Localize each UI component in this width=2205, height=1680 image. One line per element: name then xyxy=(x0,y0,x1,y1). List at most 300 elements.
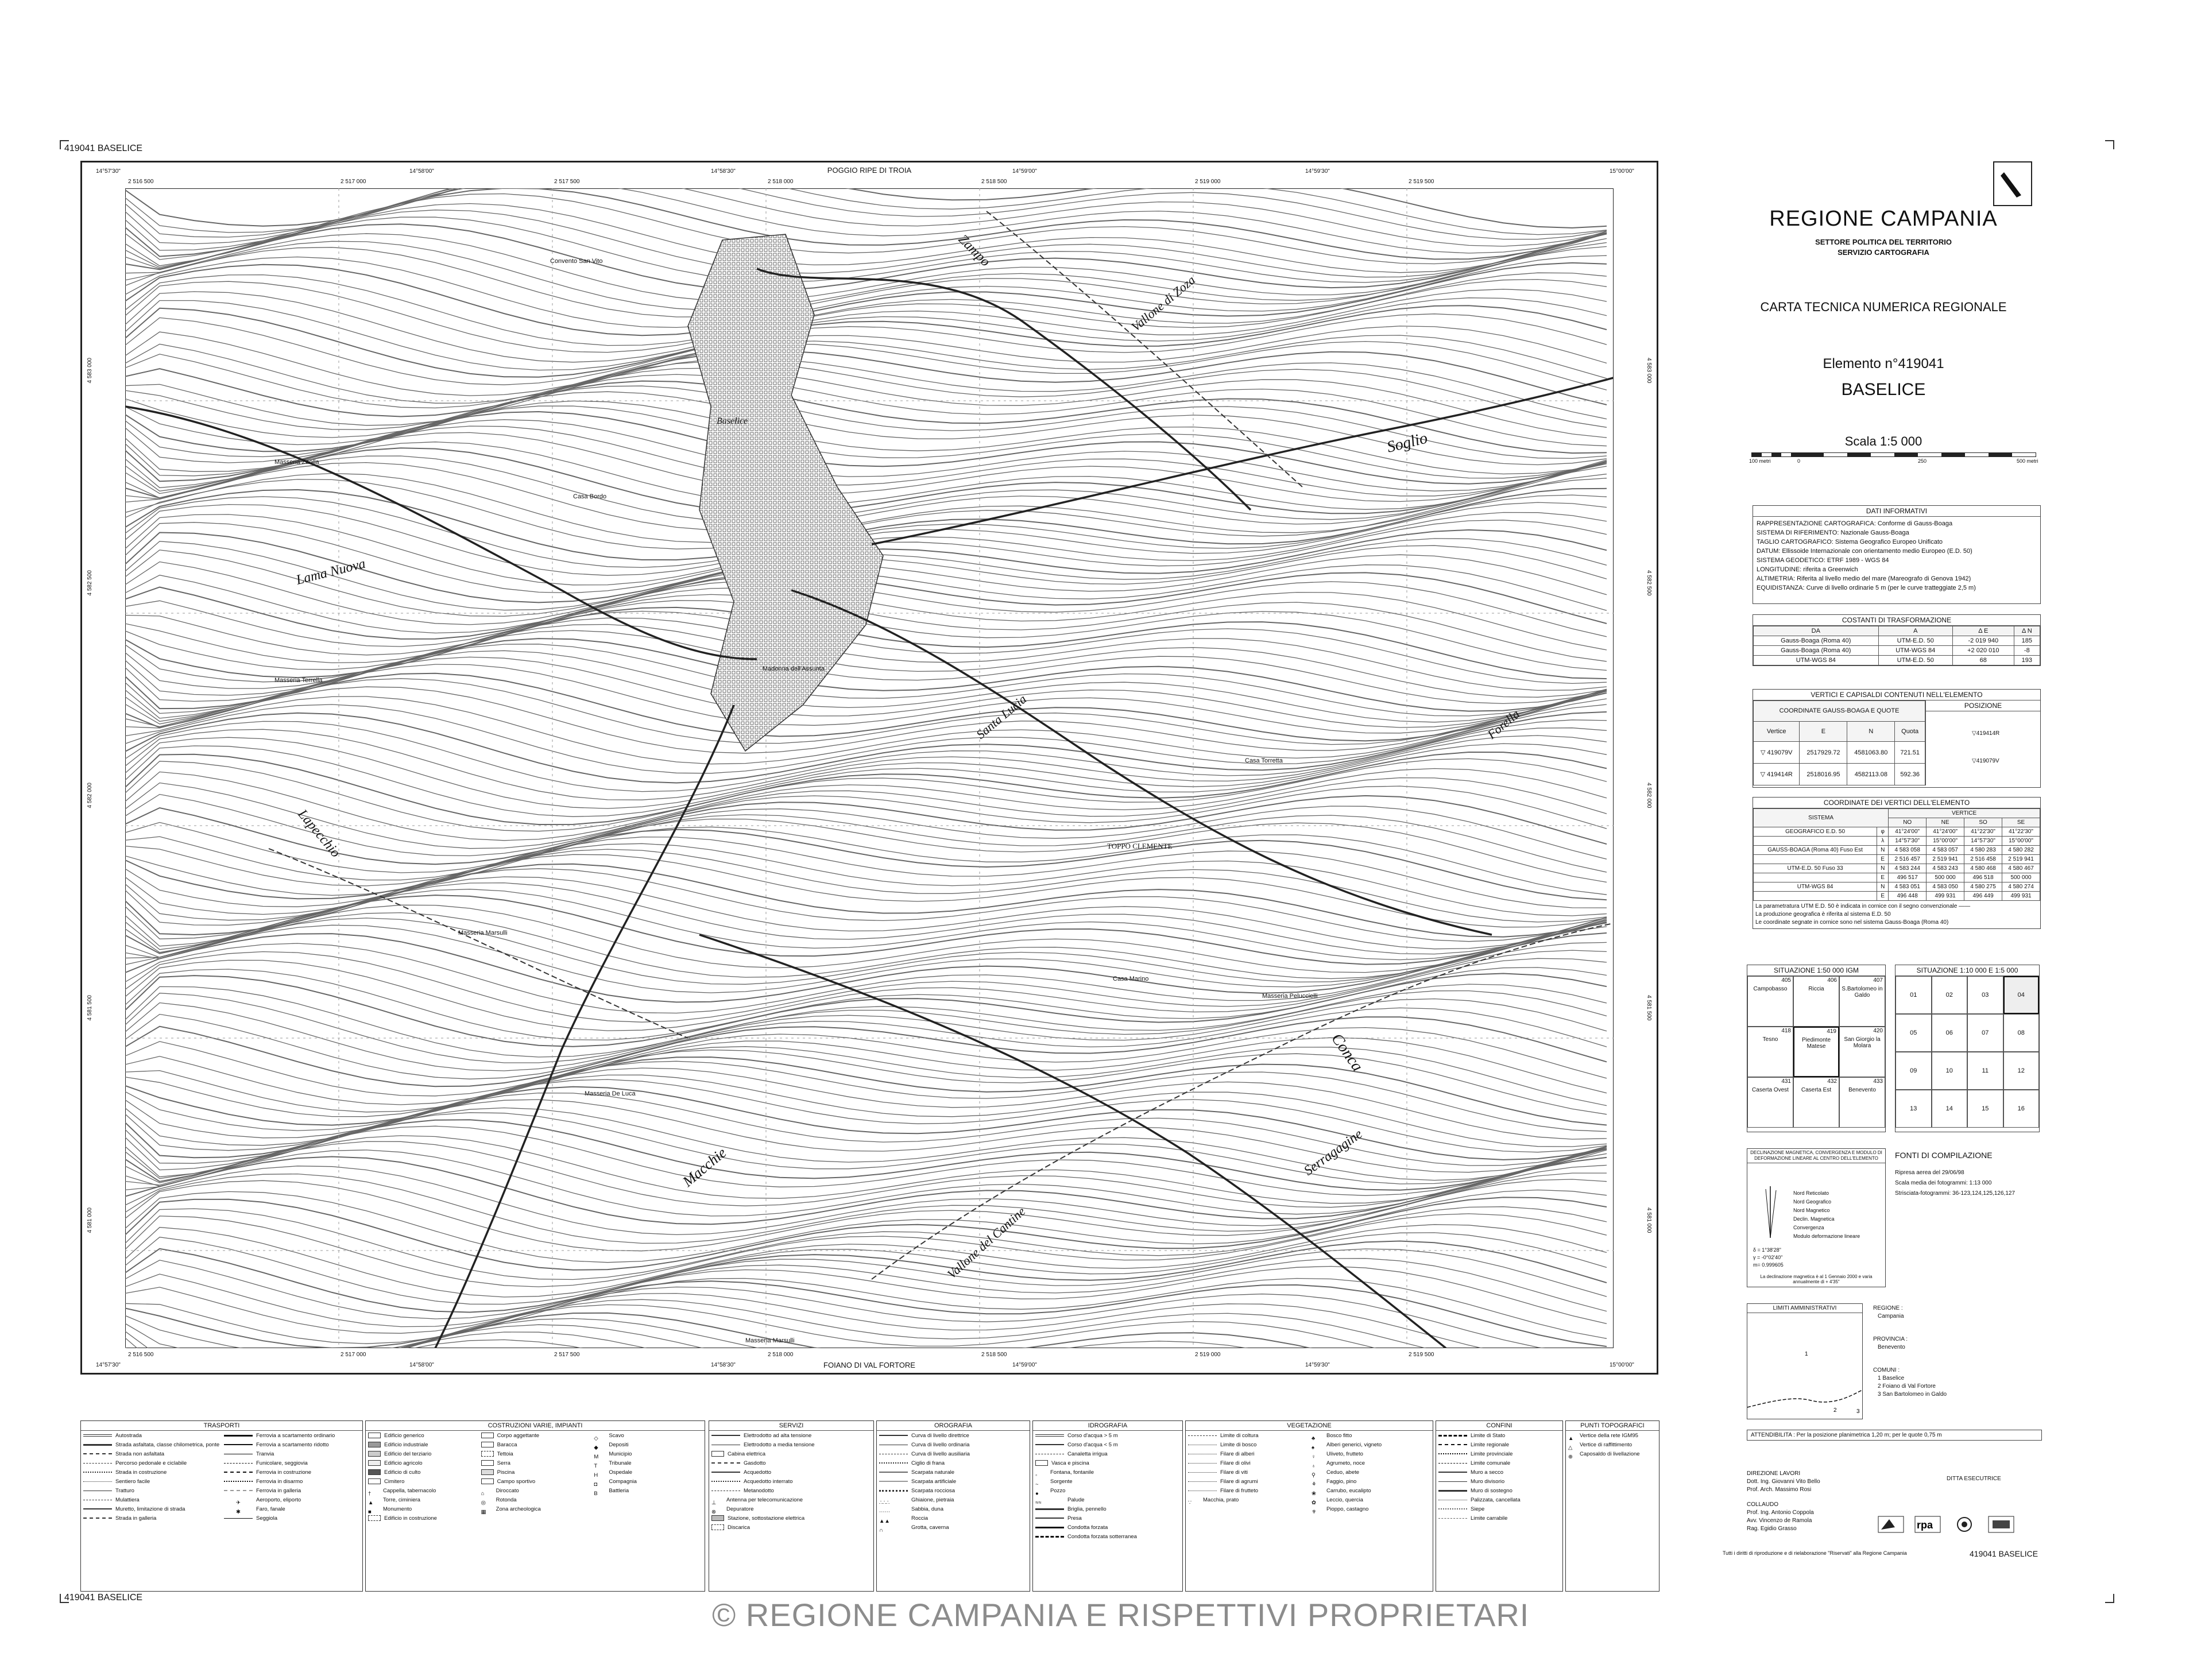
coordinate-box xyxy=(1753,797,2041,929)
legend-item: Tratturo xyxy=(81,1486,222,1495)
easting-label: 2 519 000 xyxy=(1195,179,1221,185)
legend-item: Seggiola xyxy=(222,1513,362,1523)
legend-item: Limite di Stato xyxy=(1436,1431,1562,1440)
table-cell: E xyxy=(1877,855,1889,864)
table-row xyxy=(1754,636,2040,646)
legend-item: Condotta forzata sotterranea xyxy=(1033,1532,1182,1541)
north-arrows-icon xyxy=(1753,1183,1788,1241)
legend-item: ▲ Vertice della rete IGM95 xyxy=(1568,1432,1638,1442)
place-label: Madonna dell'Assunta xyxy=(763,665,825,672)
legend-item: ⊥ Antenna per telecomunicazione xyxy=(711,1496,803,1506)
legend-title: CONFINI xyxy=(1436,1421,1562,1431)
credits xyxy=(1747,1470,1820,1533)
legend-item: Gasdotto xyxy=(709,1458,873,1468)
legend-title: COSTRUZIONI VARIE, IMPIANTI xyxy=(366,1421,705,1431)
legend-item: Limite comunale xyxy=(1436,1458,1562,1468)
northing-label: 4 581 500 xyxy=(1646,995,1652,1021)
longitude-label: 14°58'00" xyxy=(409,168,434,175)
legend-item: ◆ Depositi xyxy=(594,1441,629,1451)
legend-item: Strada asfaltata, classe chilometrica, ponte xyxy=(81,1440,222,1449)
table-row xyxy=(1754,873,2040,882)
table-row xyxy=(1754,764,1925,785)
place-label: Soglio xyxy=(1385,429,1430,456)
table-row xyxy=(1754,656,2040,665)
sheet-cell: 10 xyxy=(1932,1052,1968,1090)
coordinate-table xyxy=(1753,808,2040,901)
scale-tick: 0 xyxy=(1797,458,1801,464)
longitude-label: 14°58'00" xyxy=(409,1362,434,1368)
place-label: Casa Bordo xyxy=(573,493,607,500)
legend-item: ◇ Scavo xyxy=(594,1432,624,1442)
direzione-name: Dott. Ing. Giovanni Vito Bello xyxy=(1747,1478,1820,1485)
situazione50-grid xyxy=(1747,976,1885,1128)
northing-label: 4 583 000 xyxy=(87,358,93,384)
table-cell: UTM-WGS 84 xyxy=(1754,656,1879,665)
table-cell: 496 448 xyxy=(1889,892,1927,901)
legend-item: Scarpata artificiale xyxy=(877,1477,1030,1486)
legend-item: Tranvia xyxy=(222,1449,362,1458)
limiti-map xyxy=(1747,1315,1862,1418)
table-cell: 4 580 283 xyxy=(1964,846,2002,855)
table-cell: N xyxy=(1877,882,1889,892)
longitude-label: 14°59'30" xyxy=(1305,168,1330,175)
table-cell: 499 931 xyxy=(1927,892,1964,901)
longitude-label: 14°59'30" xyxy=(1305,1362,1330,1368)
decl-key: Nord Reticolato xyxy=(1793,1190,1829,1196)
dati-line: RAPPRESENTAZIONE CARTOGRAFICA: Conforme di Gauss-Boaga xyxy=(1757,520,1953,527)
legend-item: Muretto, limitazione di strada xyxy=(81,1504,222,1513)
table-cell: 41°24'00" xyxy=(1927,827,1964,837)
legend-item: Corso d'acqua < 5 m xyxy=(1033,1440,1182,1449)
table-row xyxy=(1754,892,2040,901)
easting-label: 2 517 500 xyxy=(554,179,580,185)
legend-item: ● Pozzo xyxy=(1035,1487,1066,1497)
table-cell: GAUSS-BOAGA (Roma 40) Fuso Est xyxy=(1754,846,1877,855)
northing-label: 4 582 500 xyxy=(87,570,93,596)
legend-item: ∴∴∴ Ghiaione, pietraia xyxy=(879,1496,954,1506)
legend-item: ▲▲ Roccia xyxy=(879,1515,929,1524)
costanti-title: COSTANTI DI TRASFORMAZIONE xyxy=(1753,615,2040,626)
legend-title: IDROGRAFIA xyxy=(1033,1421,1182,1431)
sheet-cell: 406 Riccia xyxy=(1793,976,1839,1027)
col-header: NE xyxy=(1927,818,1964,827)
legend-item: Muro a secco xyxy=(1436,1468,1562,1477)
legend-item: Limite carrabile xyxy=(1436,1513,1562,1523)
legend-item: ⌂ Diroccato xyxy=(481,1487,519,1497)
region-sub1: SETTORE POLITICA DEL TERRITORIO xyxy=(1815,238,1952,246)
col-header: N xyxy=(1847,721,1895,742)
easting-label: 2 518 500 xyxy=(981,179,1007,185)
table-cell: 193 xyxy=(2014,656,2040,665)
decl-title: DECLINAZIONE MAGNETICA, CONVERGENZA E MODULO DI DEFORMAZIONE LINEARE AL CENTRO DELL'ELEMENTO xyxy=(1747,1149,1885,1163)
col-header: Δ E xyxy=(1952,626,2014,636)
decl-value: δ = 1°38'28" xyxy=(1753,1247,1781,1253)
limiti-mark: 2 xyxy=(1833,1407,1837,1414)
table-cell: -2 019 940 xyxy=(1952,636,2014,646)
table-row xyxy=(1754,846,2040,855)
table-cell: 721.51 xyxy=(1895,742,1925,764)
longitude-label: 15°00'00" xyxy=(1610,168,1634,175)
map-bottom-label: FOIANO DI VAL FORTORE xyxy=(823,1361,915,1369)
vertici-title: VERTICI E CAPISALDI CONTENUTI NELL'ELEMENTO xyxy=(1753,690,2040,700)
legend-title: TRASPORTI xyxy=(81,1421,362,1431)
legend-item: Palizzata, cancellata xyxy=(1436,1495,1562,1504)
table-cell: 500 000 xyxy=(2002,873,2040,882)
legend-item: Condotta forzata xyxy=(1033,1523,1182,1532)
comuni-label: COMUNI : xyxy=(1873,1367,1900,1373)
collaudo-name: Prof. Ing. Antonio Coppola xyxy=(1747,1509,1814,1516)
table-cell: UTM-WGS 84 xyxy=(1878,646,1952,656)
direzione-title: DIREZIONE LAVORI xyxy=(1747,1470,1801,1477)
place-label: Lapecchio xyxy=(295,807,343,861)
northing-label: 4 583 000 xyxy=(1646,358,1652,384)
scale-tick: 500 metri xyxy=(2017,458,2038,464)
decl-value: γ = -0°02'40" xyxy=(1753,1255,1783,1260)
longitude-label: 14°57'30" xyxy=(96,168,121,175)
place-label: TOPPO CLEMENTE xyxy=(1107,842,1173,850)
legend-item: Cimitero xyxy=(366,1477,479,1486)
sheet-cell: 11 xyxy=(1967,1052,2003,1090)
direzione-name: Prof. Arch. Massimo Rosi xyxy=(1747,1487,1812,1493)
legend-item: Strada in costruzione xyxy=(81,1468,222,1477)
company-logo-icon xyxy=(1878,1516,1904,1533)
fonti-line: Strisciata-fotogrammi: 36-123,124,125,126,127 xyxy=(1895,1190,2016,1197)
col-header: COORDINATE GAUSS-BOAGA E QUOTE xyxy=(1754,701,1925,722)
table-cell xyxy=(1754,892,1877,901)
table-cell: 2518016.95 xyxy=(1800,764,1847,785)
limiti-mark: 3 xyxy=(1856,1408,1860,1415)
place-label: Convento San Vito xyxy=(550,258,603,265)
easting-label: 2 517 500 xyxy=(554,1352,580,1358)
ditta-title: DITTA ESECUTRICE xyxy=(1947,1476,2001,1482)
table-cell: 4 580 468 xyxy=(1964,864,2002,873)
sheet-cell: 432 Caserta Est xyxy=(1793,1077,1839,1128)
limiti-box xyxy=(1747,1303,1863,1419)
legend-item: † Cappella, tabernacolo xyxy=(368,1487,436,1497)
legend-punti-topografici xyxy=(1565,1420,1659,1592)
legend-item: Funicolare, seggiovia xyxy=(222,1458,362,1468)
situazione10-grid xyxy=(1895,976,2039,1128)
crop-mark xyxy=(2105,1594,2114,1603)
costanti-table xyxy=(1753,626,2040,665)
place-label: Masseria De Luca xyxy=(585,1090,636,1097)
legend-item: Discarica xyxy=(709,1523,873,1532)
scale-tick: 100 metri xyxy=(1749,458,1771,464)
fonti-title: FONTI DI COMPILAZIONE xyxy=(1895,1151,1993,1160)
longitude-label: 14°57'30" xyxy=(96,1362,121,1368)
legend-item: ⚘ Faggio, pino xyxy=(1312,1478,1357,1488)
legend-item: ⊕ Caposaldo di livellazione xyxy=(1568,1450,1640,1460)
place-label: Masseria Marsulli xyxy=(745,1337,795,1344)
legend-item: Campo sportivo xyxy=(479,1477,592,1486)
decl-key: Nord Geografico xyxy=(1793,1199,1832,1205)
table-cell: 14°57'30" xyxy=(1889,837,1927,846)
legend-item: Strada in galleria xyxy=(81,1513,222,1523)
legend-item: T Tribunale xyxy=(594,1460,632,1469)
element-name: BASELICE xyxy=(1841,380,1926,399)
comune-item: 3 San Bartolomeo in Galdo xyxy=(1878,1391,1947,1398)
col-header: DA xyxy=(1754,626,1879,636)
legend-item: Corso d'acqua > 5 m xyxy=(1033,1431,1182,1440)
sheet-cell-current: 419 Piedimonte Matese xyxy=(1793,1027,1839,1077)
place-label: Casa Torretta xyxy=(1245,757,1283,764)
longitude-label: 15°00'00" xyxy=(1610,1362,1634,1368)
legend-item: Edificio agricolo xyxy=(366,1458,479,1468)
legend-item: Muro di sostegno xyxy=(1436,1486,1562,1495)
legend-title: SERVIZI xyxy=(709,1421,873,1431)
legend-item: Filare di alberi xyxy=(1186,1449,1309,1458)
vertici-box xyxy=(1753,689,2041,788)
table-cell: 4582113.08 xyxy=(1847,764,1895,785)
topographic-map xyxy=(125,188,1614,1348)
sheet-cell: 16 xyxy=(2003,1090,2040,1128)
sheet-code-bottom-right: 419041 BASELICE xyxy=(1970,1549,2038,1558)
legend-servizi xyxy=(709,1420,874,1592)
place-label: Masseria Peluccielli xyxy=(1262,993,1318,1000)
legend-item: ♀ Uliveto, frutteto xyxy=(1312,1450,1363,1460)
table-cell: 4 583 244 xyxy=(1889,864,1927,873)
easting-label: 2 519 500 xyxy=(1409,1352,1434,1358)
dati-line: ALTIMETRIA: Riferita al livello medio del mare (Mareografo di Genova 1942) xyxy=(1757,575,1971,582)
col-header: NO xyxy=(1889,818,1927,827)
legend-item: Limite di coltura xyxy=(1186,1431,1309,1440)
legend-item: ♠ Alberi generici, vigneto xyxy=(1312,1441,1382,1451)
dati-line: LONGITUDINE: riferita a Greenwich xyxy=(1757,566,1858,573)
legend-item: ◘ Compagnia xyxy=(594,1478,637,1488)
table-cell xyxy=(1754,873,1877,882)
table-cell: 2 519 941 xyxy=(1927,855,1964,864)
place-label: Zampo xyxy=(955,231,993,270)
legend-orografia xyxy=(876,1420,1030,1592)
table-cell: 496 449 xyxy=(1964,892,2002,901)
table-cell: 4 583 050 xyxy=(1927,882,1964,892)
company-logos xyxy=(1878,1516,2014,1533)
longitude-label: 14°59'00" xyxy=(1012,168,1037,175)
legend-item: ✿ Leccio, quercia xyxy=(1312,1496,1363,1506)
table-row xyxy=(1754,855,2040,864)
legend-item: Piscina xyxy=(479,1468,592,1477)
table-cell: 41°22'30" xyxy=(2002,827,2040,837)
sheet-code-top: 419041 BASELICE xyxy=(64,144,143,153)
region-sub2: SERVIZIO CARTOGRAFIA xyxy=(1838,248,1929,257)
limiti-mark: 1 xyxy=(1805,1351,1808,1357)
table-row xyxy=(1754,837,2040,846)
legend-item: ▦ Zona archeologica xyxy=(481,1505,541,1515)
legend-item: ⚜ Pioppo, castagno xyxy=(1312,1505,1369,1515)
legend-item: Serra xyxy=(479,1458,592,1468)
legend-item: △ Vertice di raffittimento xyxy=(1568,1441,1633,1451)
northing-label: 4 582 000 xyxy=(87,783,93,808)
legend-item: Filare di frutteto xyxy=(1186,1486,1309,1495)
table-cell: 14°57'30" xyxy=(1964,837,2002,846)
legend-item: Edificio generico xyxy=(366,1431,479,1440)
sheet-cell: 14 xyxy=(1932,1090,1968,1128)
col-header: Δ N xyxy=(2014,626,2040,636)
fonti-section xyxy=(1895,1151,2038,1199)
provincia-label: PROVINCIA : xyxy=(1873,1336,1908,1342)
coord-title: COORDINATE DEI VERTICI DELL'ELEMENTO xyxy=(1753,798,2040,808)
legend-item: Ferrovia in galleria xyxy=(222,1486,362,1495)
legend-idrografia xyxy=(1032,1420,1183,1592)
place-label: Baselice xyxy=(717,416,748,426)
sheet-cell: 13 xyxy=(1895,1090,1932,1128)
legend-item: Muro divisorio xyxy=(1436,1477,1562,1486)
longitude-label: 14°58'30" xyxy=(711,168,736,175)
copyright-watermark: © REGIONE CAMPANIA E RISPETTIVI PROPRIETARI xyxy=(712,1597,1530,1633)
dati-line: SISTEMA DI RIFERIMENTO: Nazionale Gauss-Boaga xyxy=(1757,529,1909,536)
table-cell: 496 518 xyxy=(1964,873,2002,882)
table-cell: N xyxy=(1877,864,1889,873)
sheet-cell: 420 San Giorgio la Molara xyxy=(1839,1027,1885,1077)
legend-item: ∵ Macchia, prato xyxy=(1188,1496,1239,1506)
sheet-cell: 407 S.Bartolomeo in Galdo xyxy=(1839,976,1885,1027)
table-cell: 2 516 458 xyxy=(1964,855,2002,864)
legend-item: Percorso pedonale e ciclabile xyxy=(81,1458,222,1468)
place-label: Conca xyxy=(1328,1030,1367,1075)
longitude-label: 14°58'30" xyxy=(711,1362,736,1368)
legend-item: ≈≈ Palude xyxy=(1035,1496,1085,1506)
easting-label: 2 516 500 xyxy=(128,179,154,185)
legend-item: Siepe xyxy=(1436,1504,1562,1513)
table-cell: 2517929.72 xyxy=(1800,742,1847,764)
table-cell: 4 580 275 xyxy=(1964,882,2002,892)
decl-value: m= 0.999605 xyxy=(1753,1262,1784,1268)
collaudo-name: Rag. Egidio Grasso xyxy=(1747,1526,1797,1532)
col-header: SISTEMA xyxy=(1754,809,1889,827)
easting-label: 2 516 500 xyxy=(128,1352,154,1358)
table-cell: 496 517 xyxy=(1889,873,1927,882)
table-cell: 4 583 057 xyxy=(1927,846,1964,855)
collaudo-title: COLLAUDO xyxy=(1747,1501,1779,1508)
scale-bar xyxy=(1751,452,2038,458)
place-label: Serragagine xyxy=(1301,1127,1365,1179)
legend-item: Scarpata naturale xyxy=(877,1468,1030,1477)
place-label: Masseria Terrella xyxy=(274,677,323,684)
legend-item: Mulattiera xyxy=(81,1495,222,1504)
legend-item: Acquedotto interrato xyxy=(709,1477,873,1486)
legend-item: ⋯⋯ Sabbia, duna xyxy=(879,1505,943,1515)
table-cell: φ xyxy=(1877,827,1889,837)
table-cell: λ xyxy=(1877,837,1889,846)
place-label: Forella xyxy=(1484,706,1523,742)
scale-tick: 250 xyxy=(1918,458,1927,464)
legend-confini xyxy=(1436,1420,1563,1592)
col-header: E xyxy=(1800,721,1847,742)
sheet-cell: 05 xyxy=(1895,1014,1932,1052)
crop-mark xyxy=(2105,140,2114,149)
info-panel xyxy=(1723,161,2044,1573)
situazione-50000-box xyxy=(1747,965,1886,1132)
legend-item: Vasca e piscina xyxy=(1033,1458,1182,1468)
table-cell: 41°22'30" xyxy=(1964,827,2002,837)
table-row xyxy=(1754,742,1925,764)
table-cell: UTM-E.D. 50 Fuso 33 xyxy=(1754,864,1877,873)
table-cell: E xyxy=(1877,892,1889,901)
col-header: A xyxy=(1878,626,1952,636)
legend-item: ✱ Faro, fanale xyxy=(236,1505,285,1515)
legend-item: ◎ Rotonda xyxy=(481,1496,517,1506)
campania-logo-icon xyxy=(1993,161,2033,207)
table-cell: 41°24'00" xyxy=(1889,827,1927,837)
sheet-cell: 09 xyxy=(1895,1052,1932,1090)
sheet-cell: 08 xyxy=(2003,1014,2040,1052)
decl-note: La declinazione magnetica è al 1 Gennaio 2000 e varia annualmente di + 4'35" xyxy=(1760,1274,1873,1284)
table-cell: 4581063.80 xyxy=(1847,742,1895,764)
longitude-label: 14°59'00" xyxy=(1012,1362,1037,1368)
legend-item: M Municipio xyxy=(594,1450,632,1460)
table-cell: GEOGRAFICO E.D. 50 xyxy=(1754,827,1877,837)
sheet-cell: 15 xyxy=(1967,1090,2003,1128)
table-cell: ▽ 419079V xyxy=(1754,742,1800,764)
dati-title: DATI INFORMATIVI xyxy=(1753,506,2040,517)
easting-label: 2 517 000 xyxy=(341,1352,366,1358)
legend-item: Curva di livello ordinaria xyxy=(877,1440,1030,1449)
fonti-line: Scala media dei fotogrammi: 1:13 000 xyxy=(1895,1180,1992,1186)
situazione-10000-box xyxy=(1895,965,2040,1132)
legend-item: Briglia, pennello xyxy=(1033,1504,1182,1513)
svg-text:rpa: rpa xyxy=(1917,1519,1933,1531)
table-cell: 499 931 xyxy=(2002,892,2040,901)
legend-item: Curva di livello direttrice xyxy=(877,1431,1030,1440)
comune-item: 1 Baselice xyxy=(1878,1375,1905,1381)
easting-label: 2 519 000 xyxy=(1195,1352,1221,1358)
legend-item: Ferrovia a scartamento ridotto xyxy=(222,1440,362,1449)
legend-item: H Ospedale xyxy=(594,1469,632,1478)
region-title: REGIONE CAMPANIA xyxy=(1769,207,1998,231)
legend-item: Acquedotto xyxy=(709,1468,873,1477)
place-label: Masseria Zaolla xyxy=(274,459,319,466)
table-row xyxy=(1754,827,2040,837)
legend-item: Curva di livello ausiliaria xyxy=(877,1449,1030,1458)
provincia-value: Benevento xyxy=(1878,1344,1905,1350)
legend-item: ◦ Fontana, fontanile xyxy=(1035,1469,1094,1478)
comune-item: 2 Foiano di Val Fortore xyxy=(1878,1383,1936,1389)
sheet-cell: 02 xyxy=(1932,976,1968,1014)
sheet-cell: 06 xyxy=(1932,1014,1968,1052)
place-label: Lama Nuova xyxy=(295,556,368,588)
sheet-cell-current: 04 xyxy=(2003,976,2040,1014)
legend-item: Limite regionale xyxy=(1436,1440,1562,1449)
legend-title: OROGRAFIA xyxy=(877,1421,1030,1431)
costanti-box xyxy=(1753,614,2041,666)
legend-item: Corpo aggettante xyxy=(479,1431,592,1440)
table-cell: 4 583 058 xyxy=(1889,846,1927,855)
col-header: SO xyxy=(1964,818,2002,827)
company-logo-icon xyxy=(1988,1516,2014,1533)
legend-item: ♁ Agrumeto, noce xyxy=(1312,1460,1365,1469)
legend-item: Sentiero facile xyxy=(81,1477,222,1486)
decl-key: Declin. Magnetica xyxy=(1793,1216,1835,1222)
easting-label: 2 518 000 xyxy=(768,1352,794,1358)
place-label: Santa Lucia xyxy=(973,691,1030,742)
sheet-cell: 12 xyxy=(2003,1052,2040,1090)
legend-item: Stazione, sottostazione elettrica xyxy=(709,1513,873,1523)
legend-item: ⊗ Depuratore xyxy=(711,1505,754,1515)
element-number: Elemento n°419041 xyxy=(1823,356,1944,371)
rights-notice: Tutti i diritti di riproduzione e di rielaborazione "Riservati" alla Regione Campania xyxy=(1723,1550,1907,1556)
place-label: Casa Marino xyxy=(1113,976,1149,982)
sheet-cell: 01 xyxy=(1895,976,1932,1014)
situazione10-title: SITUAZIONE 1:10 000 E 1:5 000 xyxy=(1895,965,2039,976)
table-cell: N xyxy=(1877,846,1889,855)
legend-item: Edificio di culto xyxy=(366,1468,479,1477)
legend-item: Edificio in costruzione xyxy=(366,1513,479,1523)
legend-trasporti xyxy=(80,1420,363,1592)
table-row xyxy=(1754,882,2040,892)
northing-label: 4 582 500 xyxy=(1646,570,1652,596)
coord-note: La parametratura UTM E.D. 50 è indicata in cornice con il segno convenzionale —— xyxy=(1755,903,1971,909)
legend-item: Filare di agrumi xyxy=(1186,1477,1309,1486)
